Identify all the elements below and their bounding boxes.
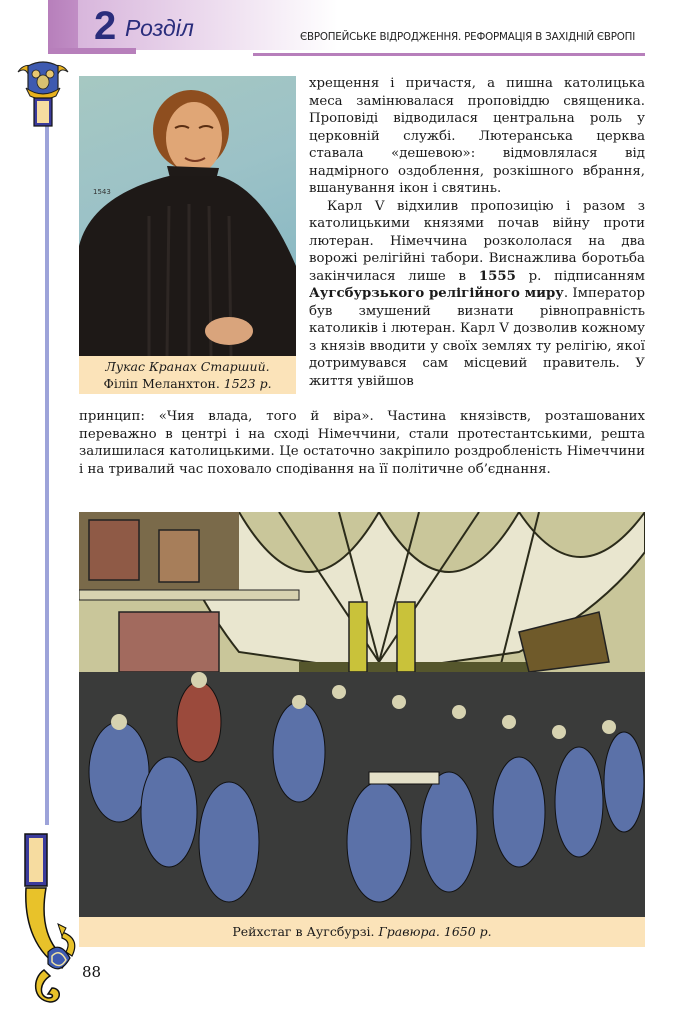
portrait-caption-subject: [79, 375, 296, 392]
body-text-column: [309, 75, 645, 390]
engraving-caption-source: Гравюра. 1650 р.: [378, 924, 492, 939]
chapter-label: Розділ: [125, 15, 194, 41]
running-title-rule: [253, 53, 645, 56]
chapter-header-inner: [78, 0, 338, 50]
svg-text:1543: 1543: [93, 188, 111, 196]
paragraph-2-text-a: Карл V відхилив пропозицію і разом з католицькими князями почав війну проти лютеран. Німеччина розкололася на два ворожі релігійні табори. Виснажлива боротьба закінчилася лише в: [309, 198, 645, 284]
page-number: 88: [82, 963, 102, 981]
paragraph-2: [309, 198, 645, 391]
portrait-caption: [79, 356, 296, 394]
portrait-caption-title: Філіп Меланхтон.: [103, 376, 220, 391]
chapter-header-underbar: [48, 48, 136, 54]
engraving-image: [79, 512, 645, 917]
paragraph-2-text-b: р. підписанням: [515, 268, 645, 284]
column-capital-ornament-icon: [14, 60, 72, 128]
key-term: Аугсбурзького релігійного миру: [309, 286, 564, 301]
portrait-caption-artist: Лукас Кранах Старший.: [105, 359, 270, 374]
portrait-illustration: [79, 76, 296, 356]
paragraph-1: хрещення і причастя, а пишна католицька меса замінювалася проповіддю священика. Проповіді відводилася центральна роль у церковній службі. Лютеранська церква ставала «дешевою»: відмовлялася від надмірного оздоблення, розкішного вбрання, вшанування ікон і святинь.: [309, 76, 645, 196]
margin-line: [45, 125, 49, 825]
engraving-caption-title: Рейхстаг в Аугсбурзі.: [232, 924, 379, 939]
running-title: ЄВРОПЕЙСЬКЕ ВІДРОДЖЕННЯ. РЕФОРМАЦІЯ В ЗАХІДНІЙ ЄВРОПІ: [300, 31, 636, 43]
engraving-illustration: [79, 512, 645, 917]
dragon-ornament-icon: [22, 832, 84, 1010]
portrait-caption-year: 1523 р.: [223, 376, 272, 391]
paragraph-2-continued: принцип: «Чия влада, того й віра». Частина князівств, розташованих переважно в центрі і на сході Німеччини, стали протестантськими, решта залишилася католицькими. Це остаточно закріпило роздробленість Німеччини і на тривалий час поховало сподівання на її політичне об’єднання.: [79, 409, 645, 477]
key-date: 1555: [478, 268, 516, 284]
chapter-number: 2: [94, 4, 117, 48]
portrait-image: [79, 76, 296, 356]
body-text-full-width: [79, 408, 645, 478]
engraving-caption: [79, 917, 645, 947]
paragraph-2-text-c: . Імператор був змушений визнати рівноправність католиків і лютеран. Карл V дозволив кожному з князів вводити у своїх землях ту релігію, якої дотримувався сам місцевий правитель. У життя увійшов: [309, 286, 646, 389]
